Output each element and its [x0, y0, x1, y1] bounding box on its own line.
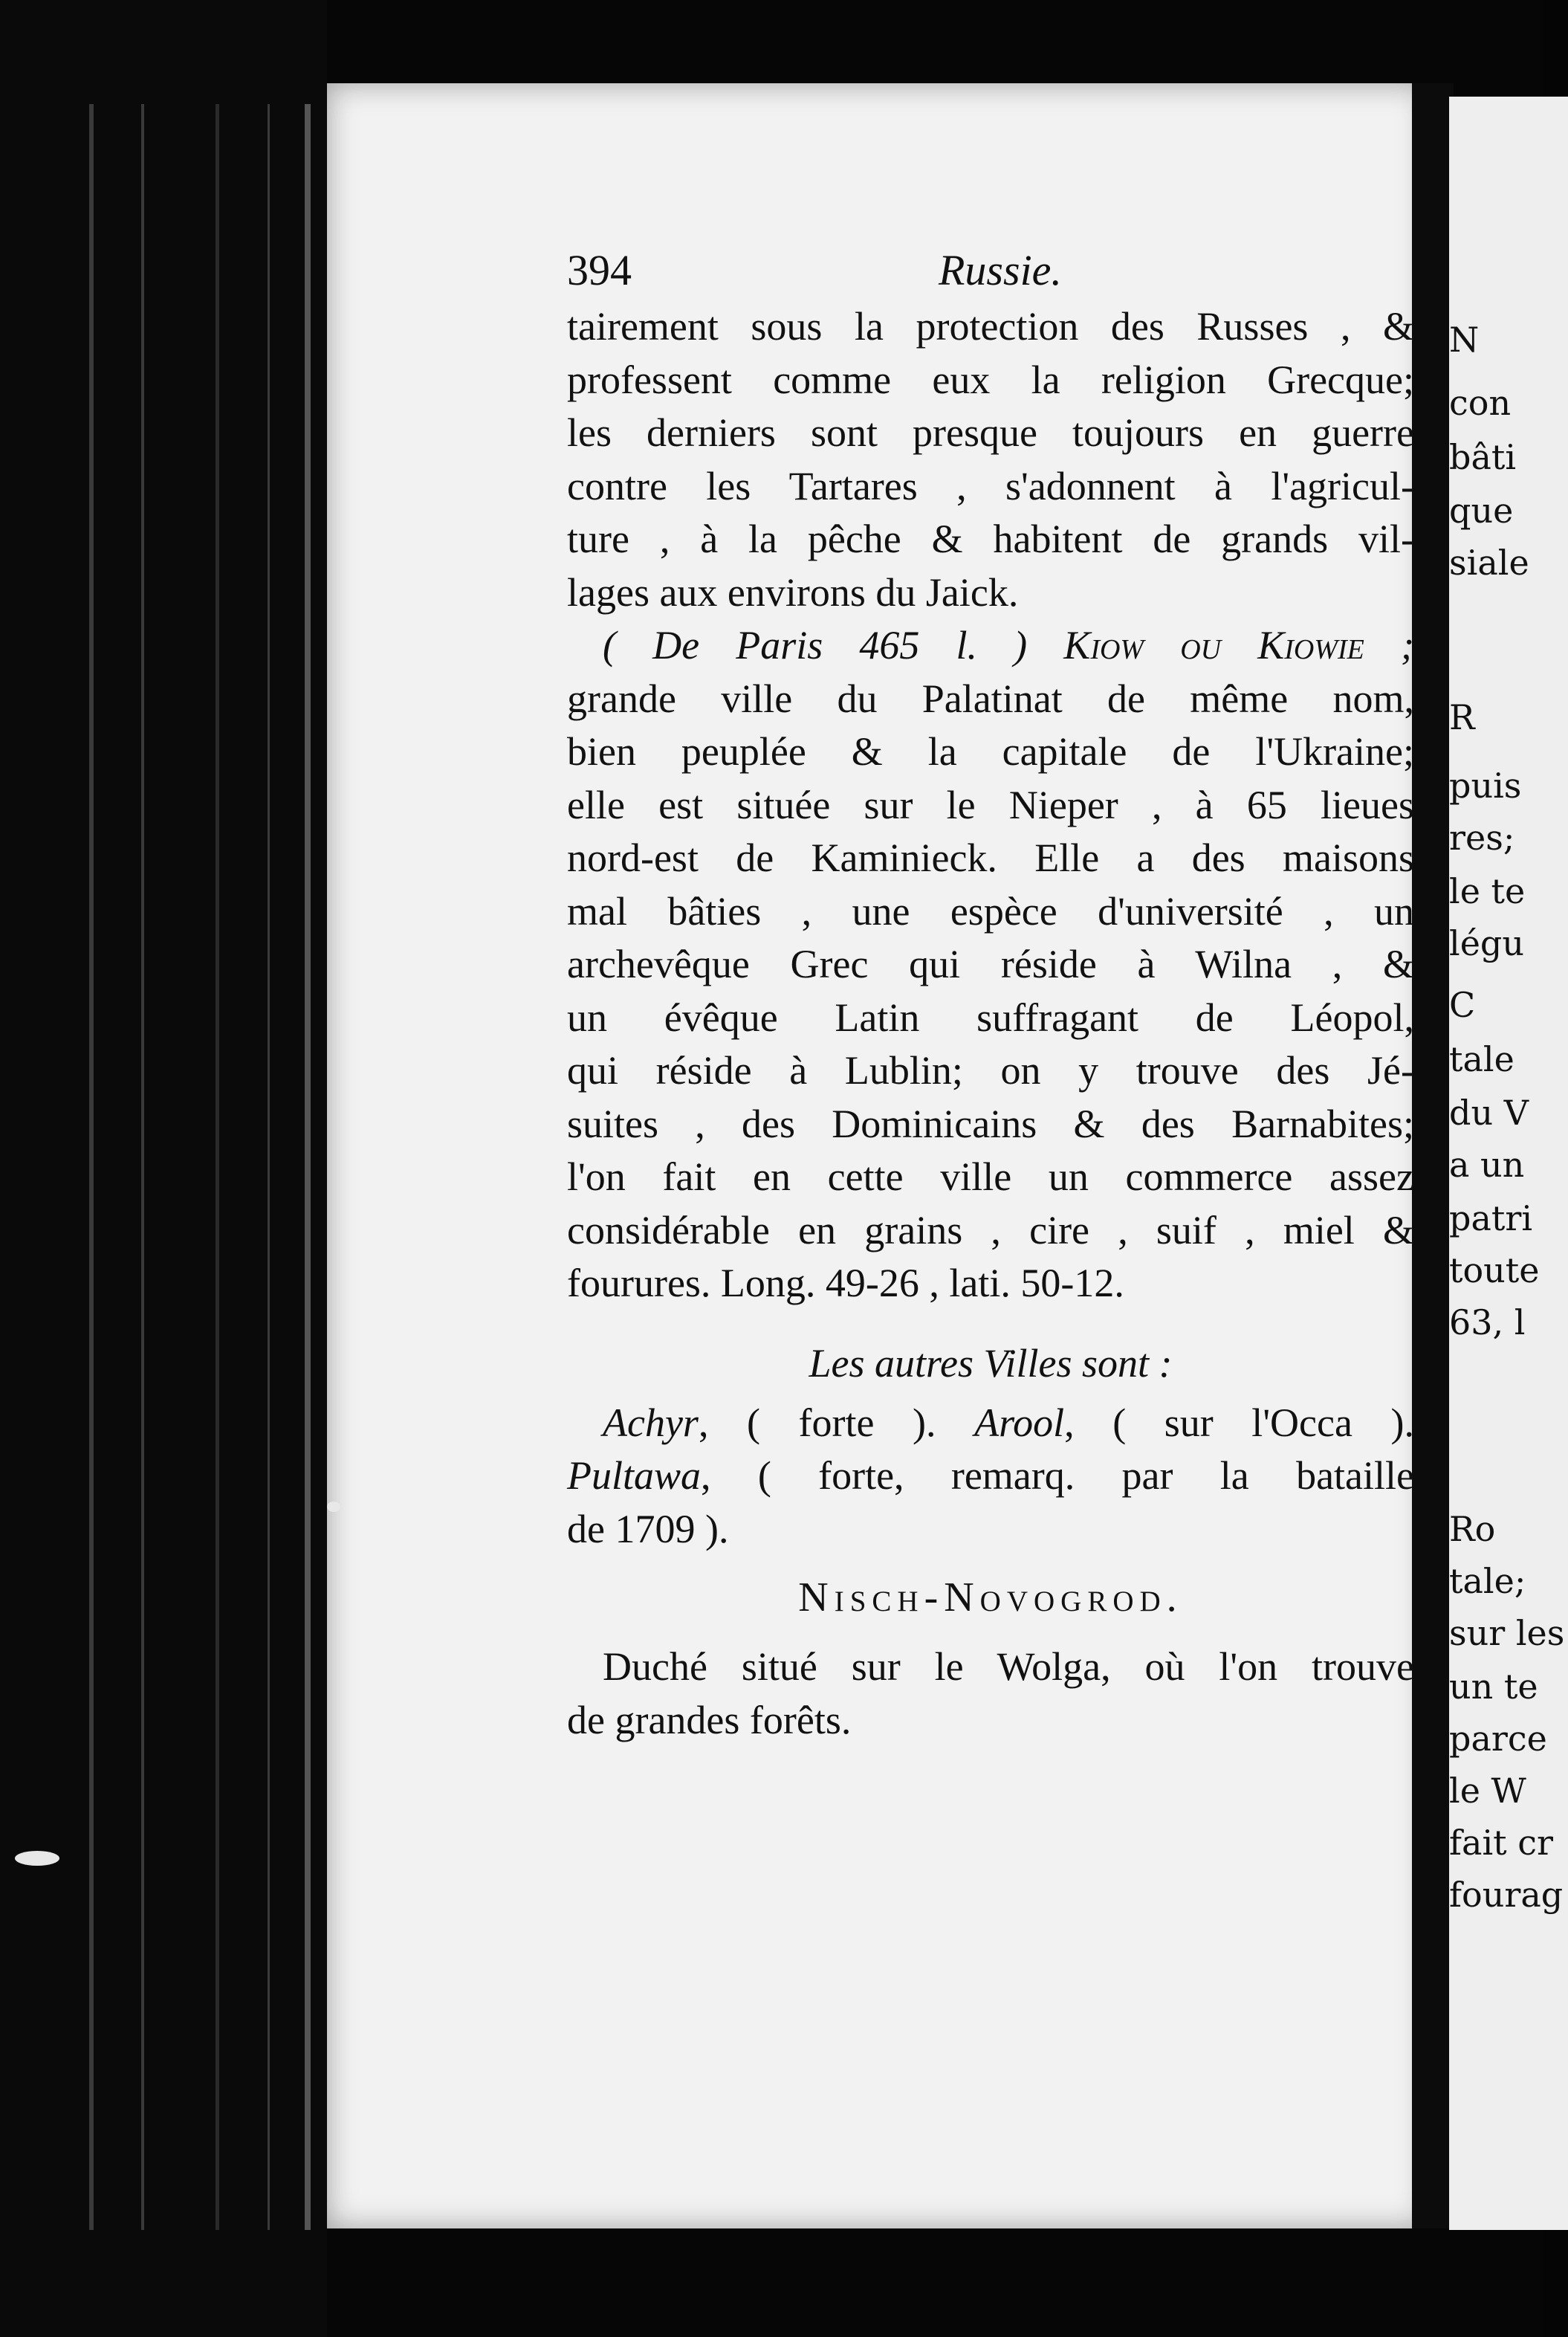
text-line: nord-est de Kaminieck. Elle a des maisons [567, 835, 1414, 880]
text-line: qui réside à Lublin; on y trouve des Jé- [567, 1048, 1414, 1093]
text-line: l'on fait en cette ville un commerce assez [567, 1154, 1414, 1199]
other-towns-list [567, 1397, 1414, 1557]
adjacent-fragment: parce [1449, 1719, 1547, 1759]
adjacent-fragment: R [1449, 697, 1475, 737]
town-name: Pultawa [567, 1453, 702, 1498]
text-line: ture , à la pêche & habitent de grands vil- [567, 517, 1414, 561]
running-head [567, 245, 1414, 300]
adjacent-fragment: fait cr [1449, 1823, 1554, 1863]
text-line: considérable en grains , cire , suif , miel & [567, 1207, 1414, 1252]
distance-note: ( De Paris 465 l. ) [603, 623, 1028, 668]
adjacent-fragment: puis [1449, 766, 1522, 806]
text-line: un évêque Latin suffragant de Léopol, [567, 995, 1414, 1040]
continued-paragraph [567, 300, 1414, 619]
other-towns-heading: Les autres Villes sont : [809, 1340, 1173, 1386]
adjacent-page-edge [1449, 97, 1568, 2230]
text-line: les derniers sont presque toujours en guerre [567, 410, 1414, 455]
text-line: contre les Tartares , s'adonnent à l'agricul- [567, 463, 1414, 508]
adjacent-fragment: sur les [1449, 1613, 1565, 1653]
text-line: suites , des Dominicains & des Barnabites; [567, 1101, 1414, 1146]
text-line: fourures. Long. 49-26 , lati. 50-12. [567, 1261, 1124, 1305]
adjacent-fragment: siale [1449, 543, 1529, 583]
towns-line [567, 1449, 1414, 1503]
adjacent-fragment: Ro [1449, 1509, 1496, 1549]
adjacent-fragment: patri [1449, 1198, 1533, 1238]
adjacent-fragment: toute [1449, 1250, 1540, 1290]
adjacent-fragment: C [1449, 985, 1476, 1025]
text-line: grande ville du Palatinat de même nom, [567, 676, 1414, 721]
paper-speck [327, 1502, 340, 1512]
section-title: Nisch-Novogrod. [798, 1574, 1183, 1620]
towns-line [567, 1397, 1414, 1450]
adjacent-fragment: un te [1449, 1667, 1538, 1707]
text-line: bien peuplée & la capitale de l'Ukraine; [567, 729, 1414, 774]
text-line: professent comme eux la religion Grecque; [567, 357, 1414, 402]
town-name: Achyr [603, 1400, 699, 1445]
entry-heading-line [567, 619, 1414, 673]
text-line: Duché situé sur le Wolga, où l'on trouve [603, 1644, 1414, 1689]
adjacent-fragment: que [1449, 491, 1514, 531]
adjacent-fragment: légu [1449, 923, 1525, 963]
adjacent-fragment: fourag [1449, 1875, 1564, 1915]
adjacent-fragment: tale; [1449, 1561, 1526, 1601]
page-number: 394 [567, 246, 632, 294]
kiow-entry [567, 619, 1414, 1310]
adjacent-fragment: 63, l [1449, 1302, 1526, 1342]
city-name: Kiow ou Kiowie ; [1063, 623, 1414, 668]
text-line: lages aux environs du Jaick. [567, 569, 1019, 615]
adjacent-fragment: res; [1449, 818, 1515, 858]
text-line: de 1709 ). [567, 1506, 729, 1551]
adjacent-fragment: con [1449, 383, 1512, 423]
town-name: Arool [974, 1400, 1065, 1445]
page-text-block [567, 245, 1414, 1747]
adjacent-fragment: a un [1449, 1145, 1525, 1185]
adjacent-fragment: le W [1449, 1771, 1526, 1811]
town-note: , ( forte ). [698, 1400, 936, 1445]
running-title: Russie. [939, 246, 1062, 294]
adjacent-fragment: bâti [1449, 437, 1517, 477]
text-line: elle est située sur le Nieper , à 65 lieues [567, 782, 1414, 827]
adjacent-fragment: le te [1449, 871, 1526, 911]
page-gutter [1412, 83, 1454, 2228]
adjacent-fragment: tale [1449, 1039, 1514, 1079]
adjacent-fragment: du V [1449, 1093, 1529, 1133]
text-line: archevêque Grec qui réside à Wilna , & [567, 942, 1414, 986]
adjacent-fragment: N [1449, 320, 1480, 360]
text-line: tairement sous la protection des Russes , & [567, 304, 1414, 349]
book-spine [0, 0, 327, 2337]
section-paragraph [567, 1641, 1414, 1747]
town-note: , ( sur l'Occa ). [1064, 1400, 1414, 1445]
paper-speck [15, 1851, 59, 1866]
text-line: mal bâties , une espèce d'université , un [567, 888, 1414, 934]
town-note: , ( forte, remarq. par la bataille [701, 1453, 1414, 1498]
text-line: de grandes forêts. [567, 1697, 852, 1742]
